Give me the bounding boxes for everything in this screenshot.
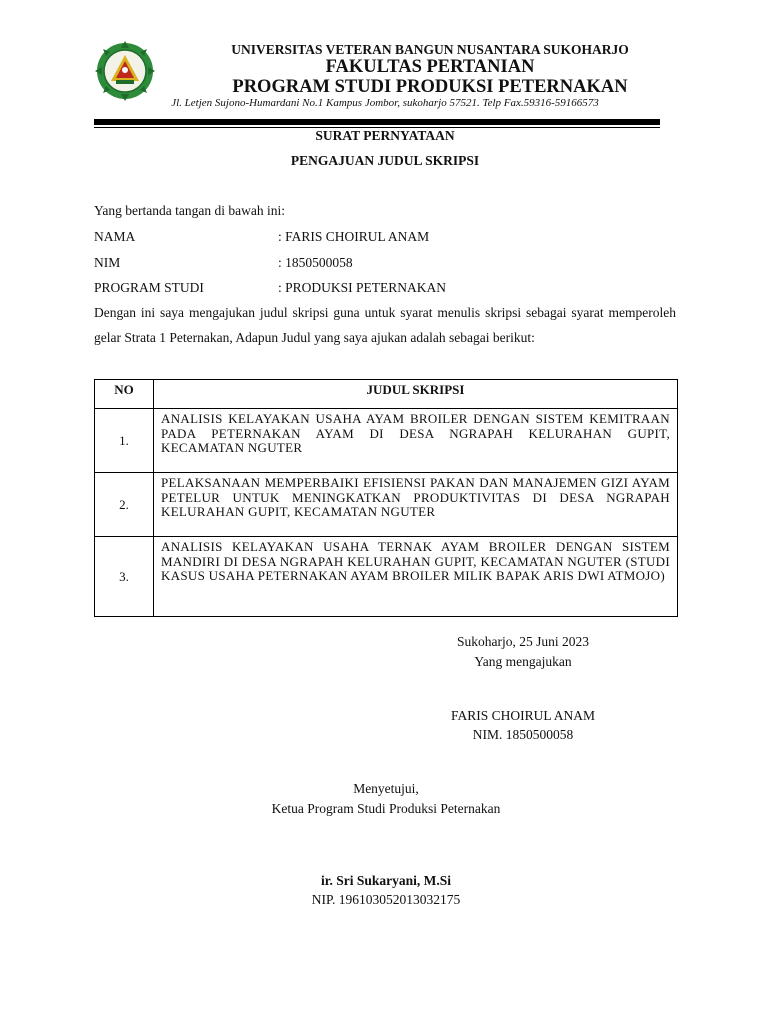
field-label-program-studi: PROGRAM STUDI (94, 280, 204, 295)
field-value-nama: : FARIS CHOIRUL ANAM (278, 229, 430, 244)
thesis-titles-table (94, 379, 678, 617)
place-date: Sukoharjo, 25 Juni 2023 (456, 634, 589, 649)
table-row (95, 473, 678, 537)
row-title: PELAKSANAAN MEMPERBAIKI EFISIENSI PAKAN DAN MANAJEMEN GIZI AYAM PETELUR UNTUK MENINGKATKAN PRODUKTIVITAS DI DESA NGRAPAH KELURAHAN GUPIT, KECAMATAN NGUTER (154, 473, 678, 537)
applicant-nim: NIM. 1850500058 (472, 727, 574, 742)
address-line: Jl. Letjen Sujono-Humardani No.1 Kampus Jombor, sukoharjo 57521. Telp Fax.59316-59166573 (171, 97, 599, 109)
faculty-name: FAKULTAS PERTANIAN (325, 57, 535, 77)
approver-name: ir. Sri Sukaryani, M.Si (320, 873, 452, 888)
row-title: ANALISIS KELAYAKAN USAHA AYAM BROILER DENGAN SISTEM KEMITRAAN PADA PETERNAKAN AYAM DI DESA NGRAPAH KELURAHAN GUPIT, KECAMATAN NGUTER (154, 409, 678, 473)
field-value-program-studi: : PRODUKSI PETERNAKAN (278, 280, 447, 295)
header-judul: JUDUL SKRIPSI (154, 380, 678, 409)
table-header-row (95, 380, 678, 409)
document-title: SURAT PERNYATAAN (315, 128, 455, 143)
approval-label: Menyetujui, (353, 781, 419, 796)
approval-role: Ketua Program Studi Produksi Peternakan (271, 801, 501, 816)
row-number: 1. (95, 409, 154, 473)
table-row (95, 537, 678, 617)
university-name: UNIVERSITAS VETERAN BANGUN NUSANTARA SUKOHARJO (231, 42, 629, 57)
row-title: ANALISIS KELAYAKAN USAHA TERNAK AYAM BROILER DENGAN SISTEM MANDIRI DI DESA NGRAPAH KELURAHAN GUPIT, KECAMATAN NGUTER (STUDI KASUS USAHA PETERNAKAN AYAM BROILER MILIK BAPAK ARIS DWI ATMOJO) (154, 537, 678, 617)
field-value-nim: : 1850500058 (278, 255, 353, 270)
header-no: NO (95, 380, 154, 409)
row-number: 3. (95, 537, 154, 617)
document-subtitle: PENGAJUAN JUDUL SKRIPSI (290, 153, 480, 168)
statement-paragraph: Dengan ini saya mengajukan judul skripsi guna untuk syarat menulis skripsi sebagai syarat memperoleh gelar Strata 1 Peternakan, Adapun Judul yang saya ajukan adalah sebagai berikut: (94, 305, 676, 345)
applicant-name: FARIS CHOIRUL ANAM (450, 708, 596, 723)
applicant-role: Yang mengajukan (474, 654, 572, 669)
field-label-nim: NIM (94, 255, 121, 270)
letterhead-divider-thick (94, 119, 660, 125)
field-label-nama: NAMA (94, 229, 136, 244)
program-name: PROGRAM STUDI PRODUKSI PETERNAKAN (232, 77, 628, 97)
approver-nip: NIP. 196103052013032175 (311, 892, 461, 907)
table-row (95, 409, 678, 473)
row-number: 2. (95, 473, 154, 537)
university-emblem-icon (94, 40, 156, 102)
intro-text: Yang bertanda tangan di bawah ini: (94, 203, 285, 218)
